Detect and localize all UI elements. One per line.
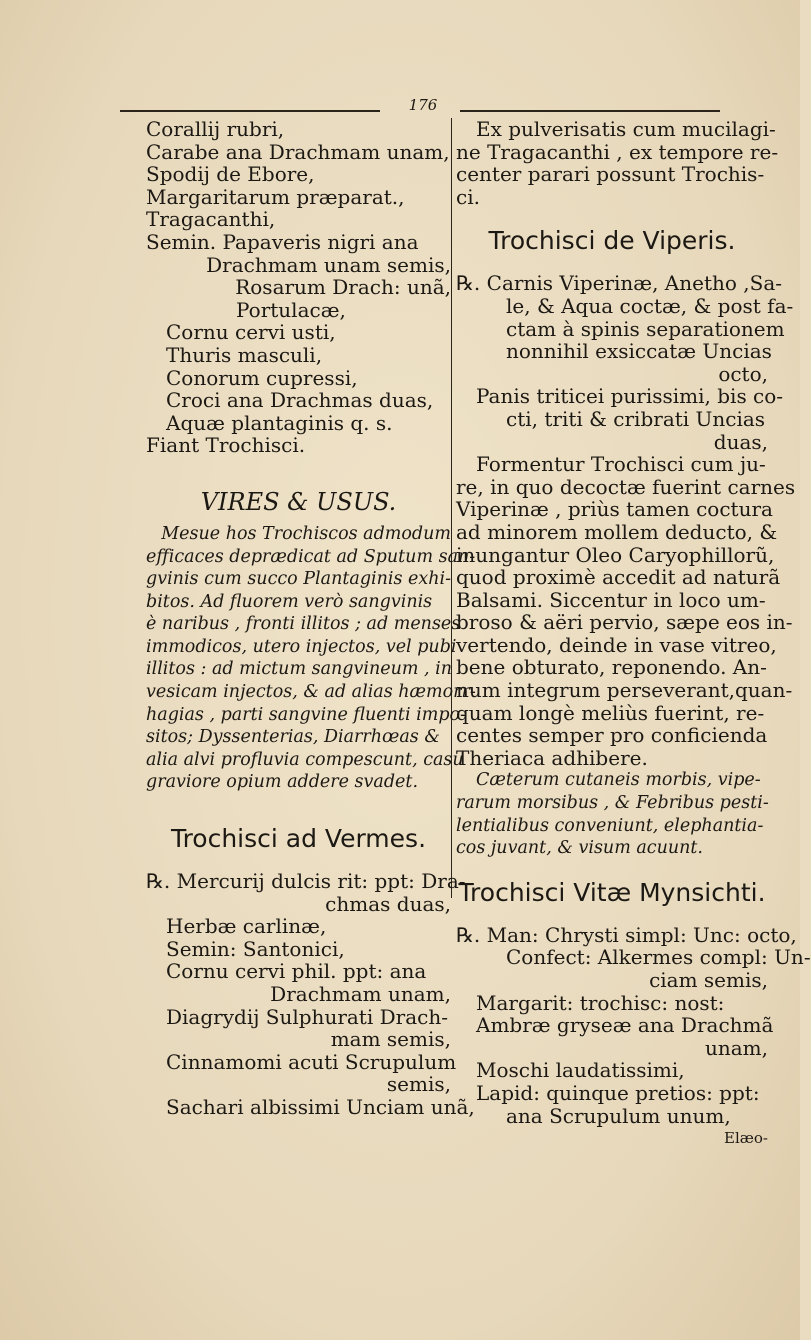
spacer	[456, 208, 768, 218]
header-rule-left	[120, 110, 380, 112]
spacer	[146, 794, 451, 816]
text-line: duas,	[713, 429, 768, 454]
text-line: quod proximè accedit ad naturã	[456, 565, 781, 590]
text-line: cos juvant, & visum acuunt.	[456, 838, 703, 859]
text-line: sitos; Dyssenterias, Diarrhœas &	[146, 727, 440, 748]
section-heading: VIRES & USUS.	[200, 487, 397, 516]
spacer	[456, 860, 768, 870]
text-line: Thuris masculi,	[166, 342, 323, 367]
section-heading: Trochisci ad Vermes.	[170, 824, 427, 854]
text-line: Spodij de Ebore,	[146, 162, 315, 187]
text-line: num integrum perseverant,quan-	[456, 678, 793, 703]
text-line: ci.	[456, 184, 480, 209]
text-line: re, in quo decoctæ fuerint carnes	[456, 474, 796, 499]
text-line: Portulacæ,	[236, 297, 346, 322]
text-line: Margarit: trochisc: nost:	[476, 990, 725, 1015]
text-line: Cornu cervi usti,	[166, 320, 336, 345]
text-line: ℞. Mercurij dulcis rit: ppt: Dra-	[146, 869, 466, 894]
right-column	[456, 117, 811, 1150]
text-line: immodicos, utero injectos, vel pubi	[146, 636, 457, 657]
page-header	[120, 96, 680, 118]
text-line: Aquæ plantaginis q. s.	[166, 410, 393, 435]
text-line: lentialibus conveniunt, elephantia-	[456, 815, 764, 836]
section-heading: Trochisci de Viperis.	[488, 226, 736, 256]
text-line: Formentur Trochisci cum ju-	[476, 452, 766, 477]
text-line: le, & Aqua coctæ, & post fa-	[506, 293, 794, 318]
text-line: Cinnamomi acuti Scrupulum	[166, 1049, 457, 1074]
text-line: ctam à spinis separationem	[506, 316, 785, 341]
text-line: alia alvi profluvia compescunt, casu	[146, 749, 464, 770]
text-line: Margaritarum præparat.,	[146, 184, 405, 209]
text-line: ana Scrupulum unum,	[506, 1103, 731, 1128]
text-line: Carabe ana Drachmam unam,	[146, 139, 450, 164]
text-line: è naribus , fronti illitos ; ad menses	[146, 614, 461, 635]
text-line: efficaces deprædicat ad Sputum san-	[146, 546, 476, 567]
column-divider	[451, 118, 452, 898]
text-line: mam semis,	[330, 1027, 451, 1052]
text-line: ℞. Carnis Viperinæ, Anetho ,Sa-	[456, 271, 783, 296]
text-line: Confect: Alkermes compl: Un-	[506, 945, 811, 970]
text-line: bene obturato, reponendo. An-	[456, 655, 767, 680]
text-line: Mesue hos Trochiscos admodum	[161, 523, 451, 544]
text-line: Semin. Papaveris nigri ana	[146, 229, 419, 254]
text-line: broso & aëri pervio, sæpe eos in-	[456, 610, 793, 635]
left-column	[146, 117, 476, 1119]
text-line: Elæo-	[724, 1129, 768, 1148]
text-line: Fiant Trochisci.	[146, 433, 306, 458]
section-heading: Trochisci Vitæ Mynsichti.	[458, 877, 766, 907]
text-line: cti, triti & cribrati Uncias	[506, 406, 766, 431]
text-line: Sachari albissimi Unciam unã,	[166, 1094, 475, 1119]
text-line: Corallij rubri,	[146, 117, 285, 141]
text-line: graviore opium addere svadet.	[146, 772, 419, 793]
text-line: Cornu cervi phil. ppt: ana	[166, 959, 427, 984]
text-line: quam longè meliùs fuerint, re-	[456, 700, 765, 725]
text-line: Herbæ carlinæ,	[166, 914, 327, 939]
text-line: Cæterum cutaneis morbis, vipe-	[476, 770, 761, 791]
text-line: Croci ana Drachmas duas,	[166, 388, 434, 413]
text-line: vertendo, deinde in vase vitreo,	[456, 632, 777, 657]
text-line: Ambræ gryseæ ana Drachmã	[476, 1013, 774, 1038]
page-number: 176	[408, 96, 438, 114]
text-line: ad minorem mollem deducto, &	[456, 519, 778, 544]
text-line: inungantur Oleo Caryophillorũ,	[456, 542, 775, 567]
spacer	[146, 457, 451, 479]
text-line: Theriaca adhibere.	[456, 745, 648, 770]
text-line: center parari possunt Trochis-	[456, 162, 765, 187]
text-line: nonnihil exsiccatæ Uncias	[506, 339, 772, 364]
text-line: illitos : ad mictum sangvineum , in	[146, 659, 453, 680]
text-line: vesicam injectos, & ad alias hæmorr-	[146, 682, 476, 703]
text-line: chmas duas,	[325, 891, 451, 916]
text-line: Rosarum Drach: unã,	[235, 275, 451, 300]
text-line: unam,	[704, 1035, 768, 1060]
text-line: Drachmam unam,	[270, 982, 451, 1006]
text-line: gvinis cum succo Plantaginis exhi-	[146, 569, 452, 590]
text-line: ciam semis,	[649, 968, 768, 992]
text-line: rarum morsibus , & Febribus pesti-	[456, 793, 769, 814]
text-line: Tragacanthi,	[146, 207, 276, 232]
text-line: ne Tragacanthi , ex tempore re-	[456, 139, 779, 164]
text-line: bitos. Ad fluorem verò sangvinis	[146, 591, 433, 612]
text-line: hagias , parti sangvine fluenti impo-	[146, 704, 466, 725]
header-rule-right	[460, 110, 720, 112]
text-line: Viperinæ , priùs tamen coctura	[456, 497, 773, 522]
text-line: semis,	[386, 1072, 451, 1097]
text-line: Semin: Santonici,	[166, 936, 345, 961]
text-line: Panis triticei purissimi, bis co-	[476, 384, 784, 409]
text-line: Moschi laudatissimi,	[476, 1058, 685, 1083]
text-line: Drachmam unam semis,	[206, 252, 451, 277]
text-line: Lapid: quinque pretios: ppt:	[476, 1080, 760, 1105]
text-line: Diagrydij Sulphurati Drach-	[166, 1004, 448, 1029]
text-line: octo,	[718, 361, 768, 386]
text-line: ℞. Man: Chrysti simpl: Unc: octo,	[456, 922, 797, 947]
text-line: Conorum cupressi,	[166, 365, 358, 390]
text-line: centes semper pro conficienda	[456, 723, 768, 748]
text-line: Ex pulverisatis cum mucilagi-	[476, 117, 776, 141]
text-line: Balsami. Siccentur in loco um-	[456, 587, 766, 612]
